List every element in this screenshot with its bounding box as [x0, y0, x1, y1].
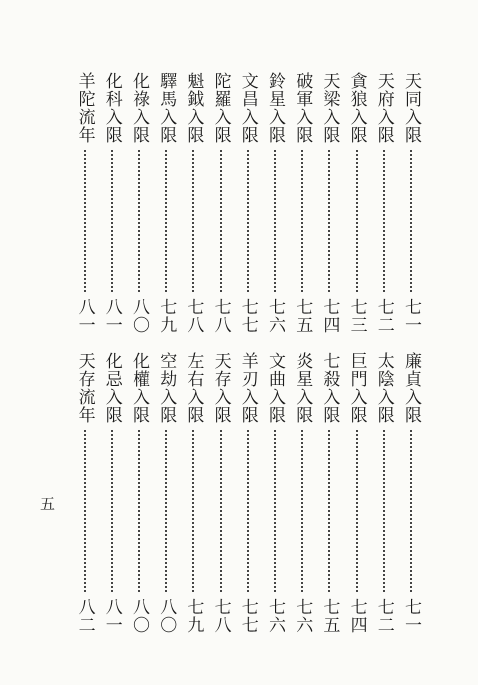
- toc-leader-dots: [138, 150, 140, 292]
- toc-entry: [155, 72, 177, 334]
- toc-entry: [400, 72, 422, 334]
- toc-entry-title: 文昌入限: [237, 72, 258, 144]
- toc-leader-dots: [274, 150, 276, 292]
- toc-entry: [346, 72, 368, 334]
- toc-leader-dots: [410, 150, 412, 292]
- toc-entry: [264, 352, 286, 634]
- toc-leader-dots: [138, 430, 140, 592]
- toc-entry-page: 八一: [101, 298, 122, 334]
- toc-entry-title: 化科入限: [101, 72, 122, 144]
- toc-entry: [318, 72, 340, 334]
- toc-entry-title: 陀羅入限: [210, 72, 231, 144]
- toc-entry-page: 七八: [210, 598, 231, 634]
- toc-entry: [128, 72, 150, 334]
- toc-entry-title: 七殺入限: [319, 352, 340, 424]
- toc-entry-title: 文曲入限: [265, 352, 285, 424]
- toc-entry-page: 七八: [210, 298, 231, 334]
- toc-entry-title: 左右入限: [183, 352, 204, 424]
- toc-entry-page: 七六: [292, 598, 313, 634]
- toc-entry-title: 天府入限: [373, 72, 394, 144]
- toc-entry-title: 鈴星入限: [265, 72, 285, 144]
- toc-entry-page: 七七: [237, 598, 258, 634]
- toc-leader-dots: [301, 430, 303, 592]
- toc-entry-title: 天存流年: [74, 352, 95, 424]
- toc-entry-title: 太陰入限: [373, 352, 394, 424]
- toc-entry-page: 七七: [237, 298, 258, 334]
- toc-entry: [210, 72, 232, 334]
- toc-entry-title: 炎星入限: [292, 352, 313, 424]
- toc-entry-page: 七九: [183, 598, 204, 634]
- toc-leader-dots: [84, 150, 86, 292]
- toc-entry: [101, 72, 123, 334]
- toc-entry-page: 八二: [74, 598, 95, 634]
- toc-entry-title: 天同入限: [401, 72, 421, 144]
- toc-entry-page: 七三: [346, 298, 367, 334]
- toc-entry-page: 七四: [346, 598, 367, 634]
- toc-leader-dots: [84, 430, 86, 592]
- toc-entry: [400, 352, 422, 634]
- toc-leader-dots: [192, 150, 194, 292]
- toc-entry-title: 空劫入限: [156, 352, 177, 424]
- toc-entry: [182, 72, 204, 334]
- toc-entry-title: 天存入限: [210, 352, 231, 424]
- toc-leader-dots: [247, 150, 249, 292]
- toc-leader-dots: [383, 150, 385, 292]
- toc-leader-dots: [111, 150, 113, 292]
- toc-entry-title: 貪狼入限: [346, 72, 367, 144]
- toc-leader-dots: [220, 150, 222, 292]
- toc-entry-title: 羊陀流年: [74, 72, 95, 144]
- toc-entry-page: 七九: [156, 298, 177, 334]
- toc-entry: [291, 352, 313, 634]
- toc-entry: [101, 352, 123, 634]
- toc-entry-page: 八一: [101, 598, 122, 634]
- toc-leader-dots: [247, 430, 249, 592]
- toc-leader-dots: [165, 150, 167, 292]
- toc-entry-title: 化祿入限: [129, 72, 149, 144]
- toc-entry-page: 七八: [183, 298, 204, 334]
- toc-leader-dots: [383, 430, 385, 592]
- toc-leader-dots: [220, 430, 222, 592]
- toc-entry: [373, 72, 395, 334]
- toc-entry-page: 七五: [319, 598, 340, 634]
- toc-entry: [128, 352, 150, 634]
- toc-entry: [318, 352, 340, 634]
- toc-entry-title: 巨門入限: [346, 352, 367, 424]
- toc-entry-page: 八〇: [129, 298, 149, 334]
- toc-leader-dots: [301, 150, 303, 292]
- toc-entry: [291, 72, 313, 334]
- toc-leader-dots: [328, 150, 330, 292]
- toc-leader-dots: [356, 150, 358, 292]
- toc-leader-dots: [410, 430, 412, 592]
- toc-entry: [264, 72, 286, 334]
- toc-entry-page: 七五: [292, 298, 313, 334]
- toc-entry-title: 魁鉞入限: [183, 72, 204, 144]
- toc-entry-page: 七二: [373, 598, 394, 634]
- toc-entry-page: 八〇: [129, 598, 149, 634]
- toc-entry: [210, 352, 232, 634]
- page-number: 五: [40, 495, 56, 513]
- toc-entry: [182, 352, 204, 634]
- toc-leader-dots: [192, 430, 194, 592]
- toc-entry: [373, 352, 395, 634]
- toc-entry-page: 七一: [401, 598, 421, 634]
- toc-entry: [237, 352, 259, 634]
- toc-leader-dots: [356, 430, 358, 592]
- toc-entry-page: 八一: [74, 298, 95, 334]
- toc-leader-dots: [111, 430, 113, 592]
- toc-entry-title: 破軍入限: [292, 72, 313, 144]
- toc-leader-dots: [165, 430, 167, 592]
- toc-entry-page: 七一: [401, 298, 421, 334]
- toc-entry-page: 七二: [373, 298, 394, 334]
- toc-entry-page: 七六: [265, 298, 285, 334]
- toc-entry: [74, 72, 96, 334]
- toc-entry: [155, 352, 177, 634]
- toc-leader-dots: [328, 430, 330, 592]
- toc-entry: [237, 72, 259, 334]
- toc-leader-dots: [274, 430, 276, 592]
- toc-entry: [346, 352, 368, 634]
- toc-entry-title: 驛馬入限: [156, 72, 177, 144]
- toc-entry-title: 廉貞入限: [401, 352, 421, 424]
- toc-entry-title: 羊刃入限: [237, 352, 258, 424]
- toc-entry-title: 天梁入限: [319, 72, 340, 144]
- toc-entry: [74, 352, 96, 634]
- toc-entry-page: 七四: [319, 298, 340, 334]
- toc-entry-title: 化權入限: [129, 352, 149, 424]
- toc-entry-page: 八〇: [156, 598, 177, 634]
- toc-entry-page: 七六: [265, 598, 285, 634]
- toc-entry-title: 化忌入限: [101, 352, 122, 424]
